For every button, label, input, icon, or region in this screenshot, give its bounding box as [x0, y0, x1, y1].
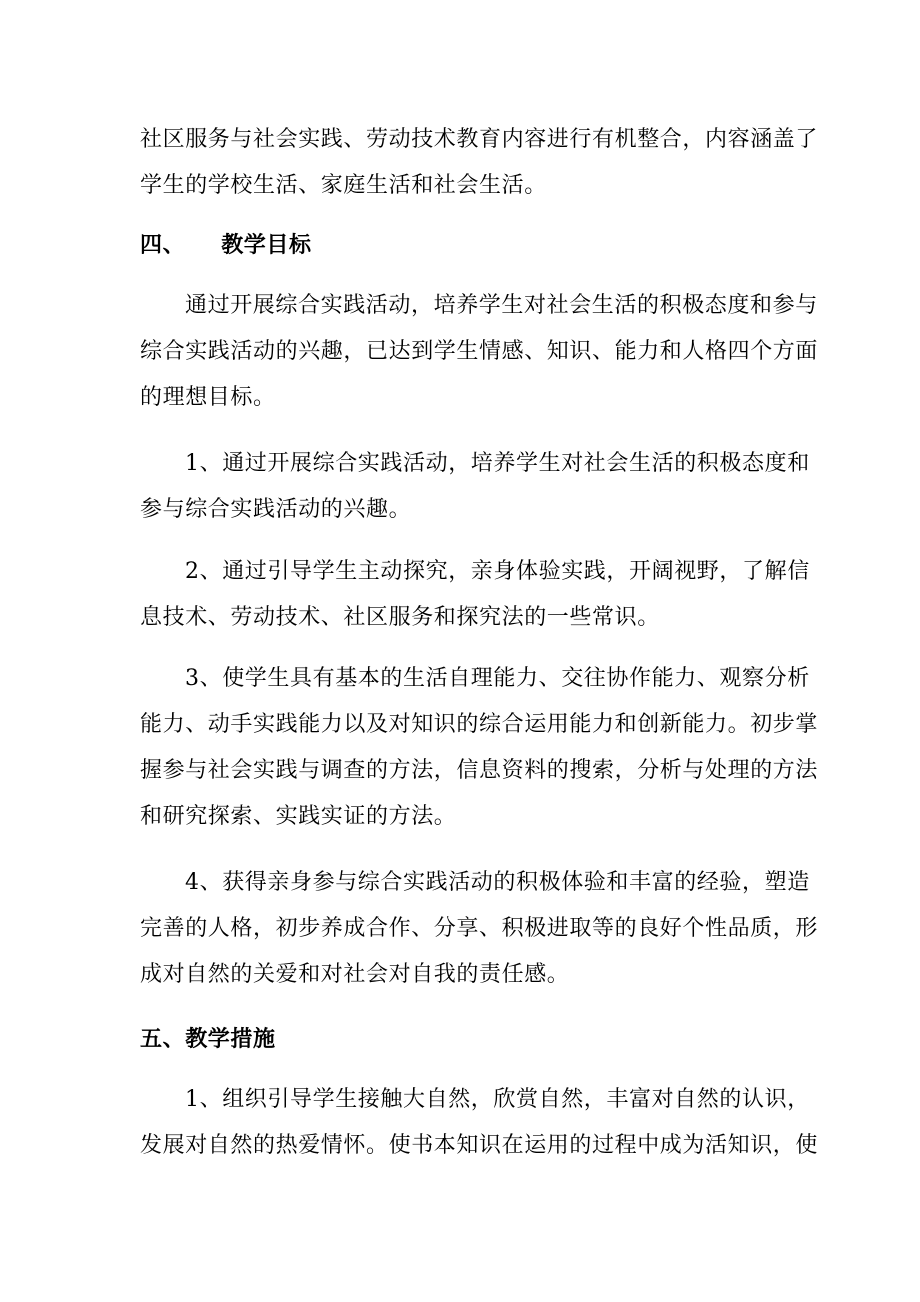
section-heading-teaching-measures	[140, 1016, 276, 1062]
text-line: 息技术、劳动技术、社区服务和探究法的一些常识。	[140, 605, 660, 630]
text-line: 3、使学生具有基本的生活自理能力、交往协作能力、观察分析	[185, 666, 810, 691]
objective-item-4	[140, 860, 819, 998]
text-line: 的理想目标。	[140, 385, 276, 410]
text-line: 能力、动手实践能力以及对知识的综合运用能力和创新能力。初步掌	[140, 712, 819, 737]
text-line: 4、获得亲身参与综合实践活动的积极体验和丰富的经验，塑造	[185, 870, 810, 895]
objective-item-2	[140, 549, 810, 641]
text-line: 学生的学校生活、家庭生活和社会生活。	[140, 173, 547, 198]
text-line: 2、通过引导学生主动探究，亲身体验实践，开阔视野，了解信	[185, 559, 810, 584]
section-title: 教学目标	[221, 232, 312, 258]
section-heading-teaching-objectives	[140, 222, 312, 268]
text-line: 社区服务与社会实践、劳动技术教育内容进行有机整合，内容涵盖了	[140, 127, 819, 152]
section-number: 四、	[140, 232, 186, 258]
paragraph-objectives-intro	[140, 283, 819, 421]
text-line: 综合实践活动的兴趣，已达到学生情感、知识、能力和人格四个方面	[140, 339, 819, 364]
objective-item-3	[140, 656, 819, 840]
text-line: 握参与社会实践与调查的方法，信息资料的搜索，分析与处理的方法	[140, 758, 819, 783]
paragraph-content-integration	[140, 117, 819, 209]
text-line: 通过开展综合实践活动，培养学生对社会生活的积极态度和参与	[185, 293, 818, 318]
measure-item-1	[140, 1077, 819, 1169]
text-line: 发展对自然的热爱情怀。使书本知识在运用的过程中成为活知识，使	[140, 1133, 819, 1158]
text-line: 参与综合实践活动的兴趣。	[140, 497, 412, 522]
text-line: 完善的人格，初步养成合作、分享、积极进取等的良好个性品质，形	[140, 916, 819, 941]
text-line: 1、组织引导学生接触大自然，欣赏自然，丰富对自然的认识，	[185, 1087, 810, 1112]
text-line: 和研究探索、实践实证的方法。	[140, 804, 457, 829]
section-title: 五、教学措施	[140, 1026, 276, 1052]
objective-item-1	[140, 441, 810, 533]
text-line: 1、通过开展综合实践活动，培养学生对社会生活的积极态度和	[185, 451, 810, 476]
text-line: 成对自然的关爱和对社会对自我的责任感。	[140, 962, 570, 987]
